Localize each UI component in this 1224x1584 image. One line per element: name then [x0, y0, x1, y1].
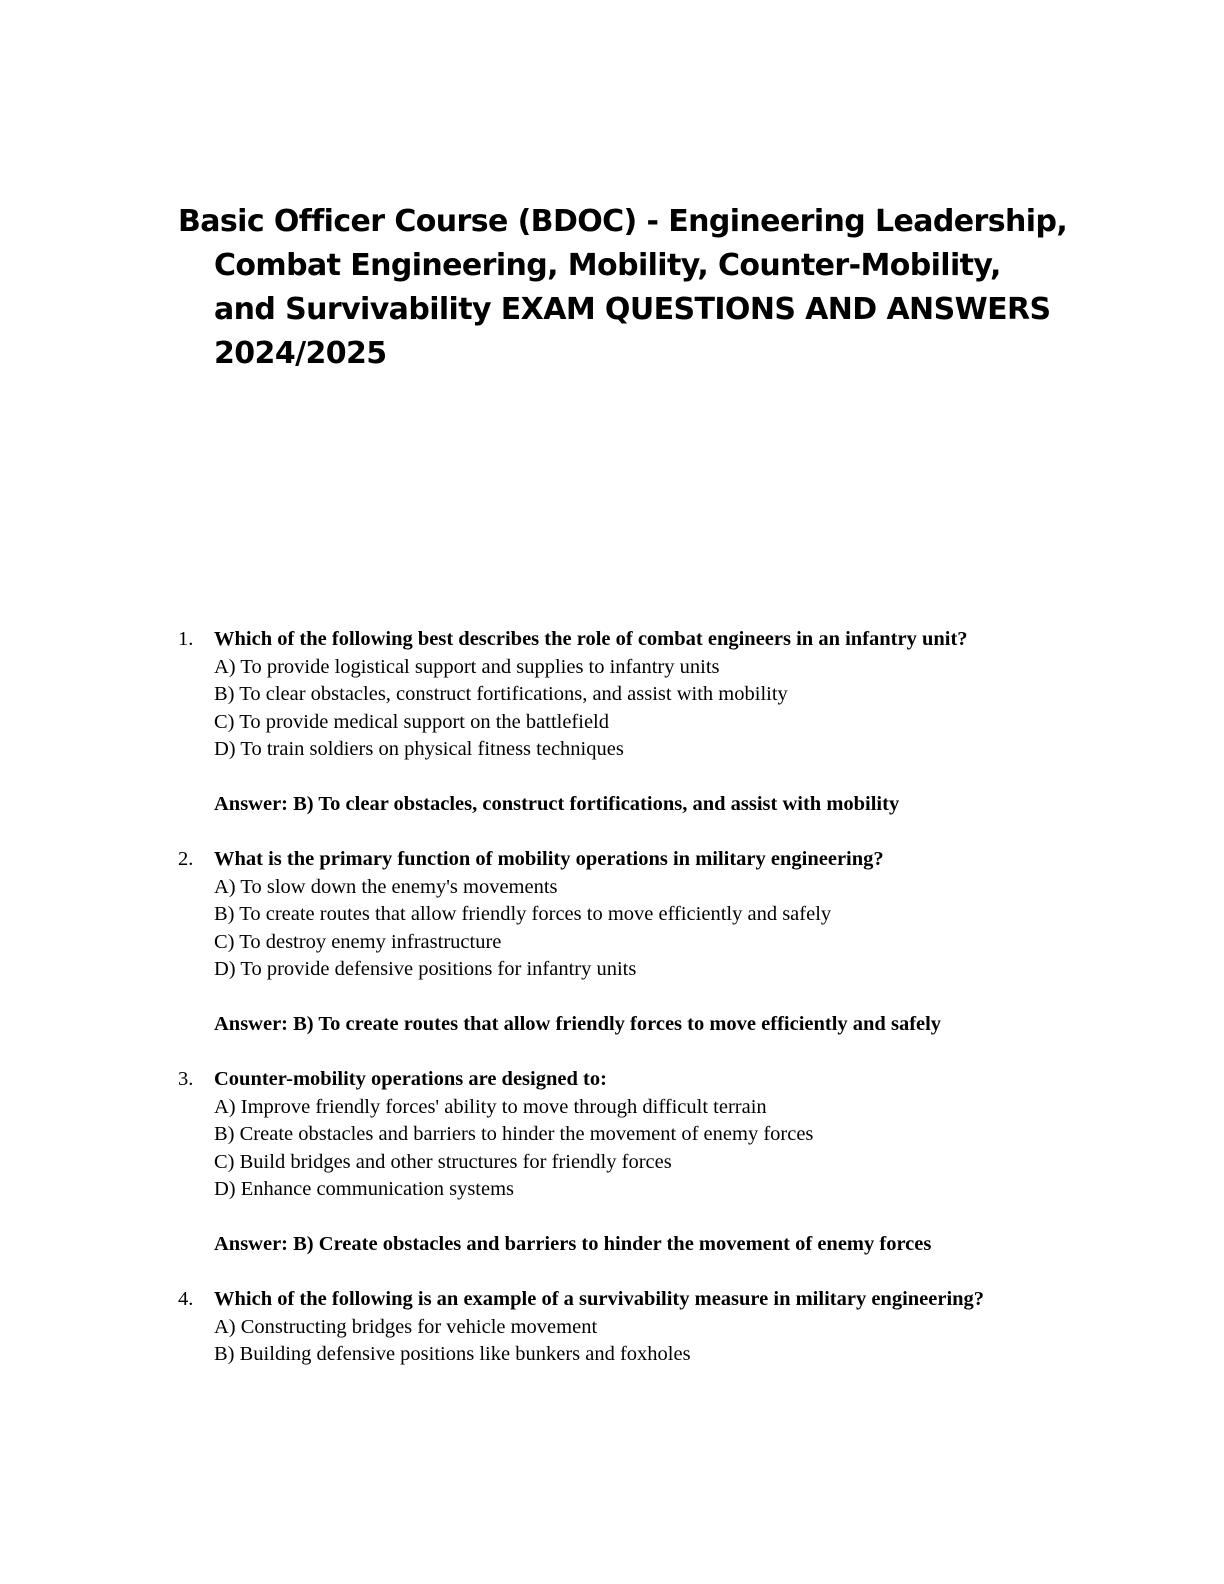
answer-option: A) Constructing bridges for vehicle movement [214, 1315, 598, 1338]
answer-option: A) To provide logistical support and supplies to infantry units [214, 655, 720, 678]
answer-option: A) Improve friendly forces' ability to move through difficult terrain [214, 1095, 767, 1118]
question-item [178, 626, 1078, 819]
answer-option: B) To create routes that allow friendly forces to move efficiently and safely [214, 903, 832, 925]
question-number: 3. [178, 1068, 194, 1090]
question-item [178, 1286, 1078, 1369]
title-line: 2024/2025 [214, 336, 387, 371]
correct-answer: Answer: B) To create routes that allow friendly forces to move efficiently and safely [214, 1013, 942, 1035]
answer-option: B) To clear obstacles, construct fortifications, and assist with mobility [214, 683, 788, 705]
answer-option: C) Build bridges and other structures for friendly forces [214, 1150, 672, 1173]
question-item [178, 846, 1078, 1039]
answer-option: D) Enhance communication systems [214, 1178, 515, 1200]
answer-option: B) Building defensive positions like bunkers and foxholes [214, 1343, 691, 1365]
document-title [178, 200, 1078, 376]
answer-option: A) To slow down the enemy's movements [214, 875, 558, 898]
question-number: 1. [178, 628, 194, 650]
question-text: Counter-mobility operations are designed to: [214, 1068, 607, 1090]
answer-option: D) To provide defensive positions for infantry units [214, 958, 637, 980]
question-text: Which of the following is an example of a survivability measure in military engineering? [214, 1288, 985, 1310]
question-text: Which of the following best describes the role of combat engineers in an infantry unit? [214, 628, 968, 650]
title-line: Combat Engineering, Mobility, Counter-Mobility, [214, 248, 1001, 283]
answer-option: C) To destroy enemy infrastructure [214, 930, 502, 953]
question-list [178, 626, 1078, 1396]
question-item [178, 1066, 1078, 1259]
question-text: What is the primary function of mobility operations in military engineering? [214, 848, 884, 870]
correct-answer: Answer: B) Create obstacles and barriers to hinder the movement of enemy forces [214, 1233, 932, 1255]
answer-option: B) Create obstacles and barriers to hinder the movement of enemy forces [214, 1123, 814, 1145]
question-number: 4. [178, 1288, 194, 1310]
question-number: 2. [178, 848, 194, 870]
title-line: Basic Officer Course (BDOC) - Engineering Leadership, [178, 204, 1068, 239]
answer-option: D) To train soldiers on physical fitness techniques [214, 738, 624, 760]
correct-answer: Answer: B) To clear obstacles, construct fortifications, and assist with mobility [214, 793, 900, 815]
answer-option: C) To provide medical support on the battlefield [214, 710, 609, 733]
title-line: and Survivability EXAM QUESTIONS AND ANSWERS [214, 292, 1051, 327]
